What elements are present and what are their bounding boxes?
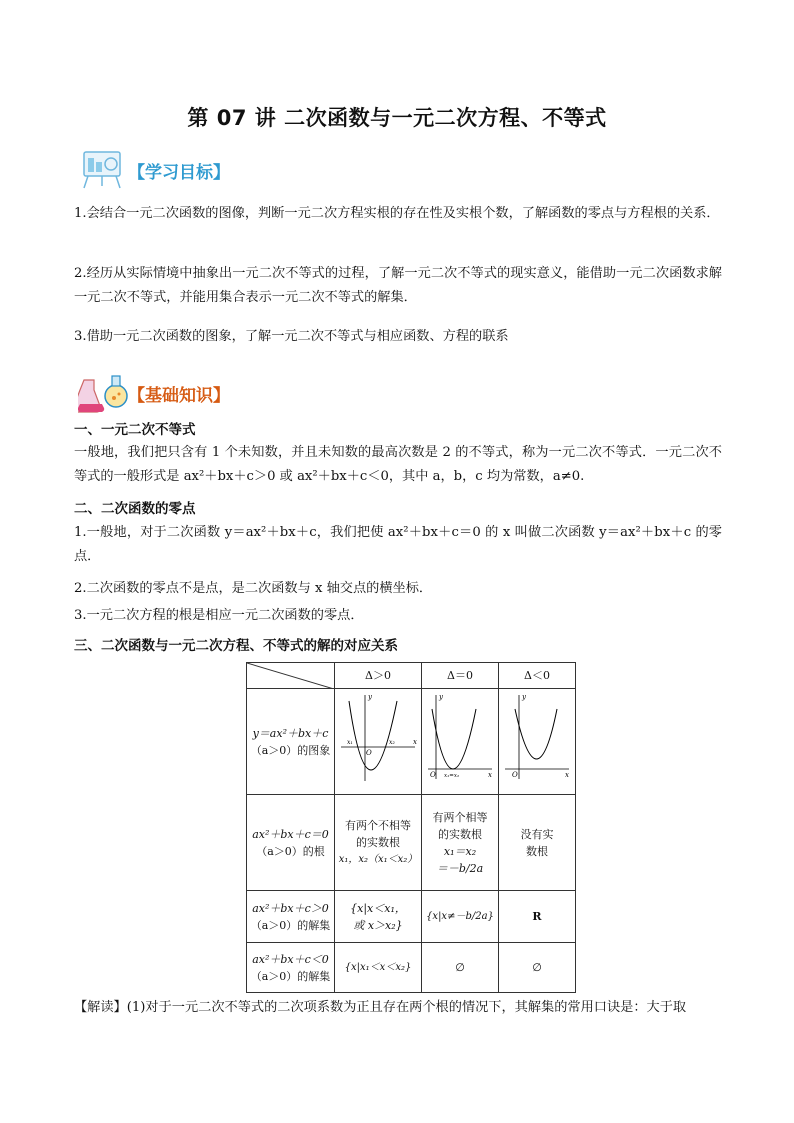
- roots-two-line2: 的实数根: [356, 836, 400, 849]
- roots-two-distinct: [335, 795, 422, 891]
- heading-3: 三、二次函数与一元二次方程、不等式的解的对应关系: [74, 638, 398, 654]
- row-label-gt-solution: [247, 891, 335, 943]
- roots-two-line3: x₁，x₂（x₁＜x₂）: [338, 854, 418, 865]
- parabola-no-root-graph: [499, 689, 575, 789]
- header-delta-negative: Δ＜0: [499, 663, 576, 689]
- row-label-lt-solution: [247, 943, 335, 993]
- section-label-goals: 【学习目标】: [128, 163, 230, 183]
- roots-double-line1: 有两个相等: [432, 810, 488, 824]
- graph-cell-no-root: [499, 689, 576, 795]
- roots-double: [422, 795, 499, 891]
- gt-solution-two-roots: [335, 891, 422, 943]
- roots-none: [499, 795, 576, 891]
- origin-label-2: O: [430, 771, 436, 779]
- section-label-basics: 【基础知识】: [128, 386, 230, 406]
- origin-label: O: [366, 749, 372, 757]
- heading-1: 一、一元二次不等式: [74, 422, 196, 438]
- gt-solution-no-root: R: [499, 891, 576, 943]
- page-title: 第 07 讲 二次函数与一元二次方程、不等式: [187, 106, 607, 130]
- header-delta-zero: Δ＝0: [422, 663, 499, 689]
- gt-label-eq: ax²＋bx＋c＞0: [252, 901, 329, 915]
- roots-none-line1: 没有实: [520, 827, 554, 841]
- flask-icon: [78, 370, 128, 414]
- interpretation-note: 【解读】(1)对于一元二次不等式的二次项系数为正且存在两个根的情况下，其解集的常用口诀是：大于取: [74, 1000, 687, 1015]
- graph-cell-one-root: [422, 689, 499, 795]
- roots-double-line3: x₁＝x₂: [443, 844, 477, 858]
- roots-label-cond: （a＞0）的根: [256, 844, 325, 858]
- gt-solution-double-root: {x|x≠－b/2a}: [422, 891, 499, 943]
- presentation-board-icon: [78, 150, 126, 190]
- section-header-goals: [78, 150, 230, 190]
- origin-label-3: O: [512, 771, 518, 779]
- graph-cell-two-roots: [335, 689, 422, 795]
- lt-solution-double-root: ∅: [422, 943, 499, 993]
- paragraph-2: 1.一般地，对于二次函数 y＝ax²＋bx＋c，我们把使 ax²＋bx＋c＝0 的 x 叫做二次函数 y＝ax²＋bx＋c 的零点．: [74, 525, 722, 564]
- goal-3: 3.借助一元二次函数的图象，了解一元二次不等式与相应函数、方程的联系: [74, 329, 509, 344]
- roots-label-eq: ax²＋bx＋c＝0: [252, 827, 329, 841]
- axis-x-label-3: x: [565, 771, 569, 779]
- axis-x-label: x: [413, 738, 417, 746]
- corner-cell: [247, 663, 335, 689]
- gt-two-line1: {x|x＜x₁，: [350, 901, 406, 915]
- axis-y-label-2: y: [439, 693, 443, 701]
- gt-label-cond: （a＞0）的解集: [250, 918, 331, 932]
- lt-label-eq: ax²＋bx＋c＜0: [252, 952, 329, 966]
- header-delta-positive: Δ＞0: [335, 663, 422, 689]
- row-label-graph: [247, 689, 335, 795]
- lt-solution-two-roots: {x|x₁＜x＜x₂}: [335, 943, 422, 993]
- roots-double-line4: ＝－b/2a: [436, 861, 484, 875]
- double-root-label: x₁=x₂: [444, 773, 460, 779]
- gt-two-line2: 或 x＞x₂}: [353, 918, 403, 932]
- goal-1: 1.会结合一元二次函数的图像，判断一元二次方程实根的存在性及实根个数，了解函数的零点与方程根的关系．: [74, 206, 720, 221]
- heading-2: 二、二次函数的零点: [74, 501, 196, 517]
- roots-double-line2: 的实数根: [438, 827, 482, 841]
- lt-label-cond: （a＞0）的解集: [250, 969, 331, 983]
- parabola-two-roots-graph: [335, 689, 421, 789]
- graph-label-eq: y＝ax²＋bx＋c: [252, 726, 329, 740]
- paragraph-3: 2.二次函数的零点不是点，是二次函数与 x 轴交点的横坐标．: [74, 581, 433, 596]
- goal-2: 2.经历从实际情境中抽象出一元二次不等式的过程，了解一元二次不等式的现实意义，能借助一元二次函数求解一元二次不等式，并能用集合表示一元二次不等式的解集．: [74, 266, 722, 305]
- paragraph-1: 一般地，我们把只含有 1 个未知数，并且未知数的最高次数是 2 的不等式，称为一元二次不等式．一元二次不等式的一般形式是 ax²＋bx＋c＞0 或 ax²＋bx＋c＜0，其中 a，b，c 均为常数，a≠0.: [74, 445, 722, 484]
- parabola-one-root-graph: [422, 689, 498, 789]
- axis-y-label-3: y: [522, 693, 526, 701]
- graph-label-cond: （a＞0）的图象: [250, 743, 331, 757]
- section-header-basics: [78, 370, 230, 410]
- root-x2-label: x₂: [389, 739, 395, 746]
- roots-two-line1: 有两个不相等: [345, 819, 411, 832]
- roots-none-line2: 数根: [526, 844, 548, 858]
- lt-solution-no-root: ∅: [499, 943, 576, 993]
- diagonal-line: [247, 663, 334, 689]
- row-label-roots: [247, 795, 335, 891]
- comparison-table: [246, 662, 576, 993]
- axis-y-label: y: [368, 693, 372, 701]
- root-x1-label: x₁: [347, 739, 353, 746]
- axis-x-label-2: x: [488, 771, 492, 779]
- paragraph-4: 3.一元二次方程的根是相应一元二次函数的零点．: [74, 608, 364, 623]
